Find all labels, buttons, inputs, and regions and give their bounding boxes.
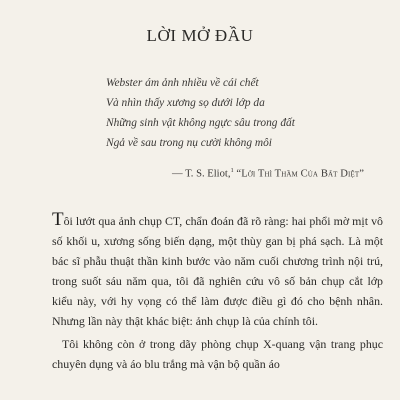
paragraph-1: [52, 210, 383, 331]
chapter-title: LỜI MỞ ĐẦU: [146, 26, 254, 45]
epigraph: [106, 73, 376, 153]
attribution-author: — T. S. Eliot,: [172, 168, 231, 180]
attribution-work: “Lời Thì Thầm Của Bất Diệt”: [236, 168, 364, 180]
paragraph-1-text: ôi lướt qua ảnh chụp CT, chẩn đoán đã rõ ràng: hai phổi mờ mịt vô số khối u, xương sống biến dạng, một thùy gan bị phá sạch. Là một bác sĩ phẫu thuật thần kinh bước vào năm cuối chương trình nội trú, trong suốt sáu năm qua, tôi đã nghiên cứu vô số bản chụp cắt lớp kiểu này, với hy vọng có thể làm được điều gì đó cho bệnh nhân. Nhưng lần này thật khác biệt: ảnh chụp là của chính tôi.: [52, 214, 383, 328]
epigraph-line: Webster ám ảnh nhiều về cái chết: [106, 77, 259, 89]
body-text: [52, 210, 383, 374]
drop-cap: T: [52, 209, 64, 230]
epigraph-line: Những sinh vật không ngực sâu trong đất: [106, 117, 295, 129]
footnote-marker: 1: [230, 167, 234, 174]
paragraph-2: Tôi không còn ở trong dãy phòng chụp X-quang vận trang phục chuyên dụng và áo blu trắng mà vận bộ quần áo: [52, 337, 383, 371]
epigraph-attribution: [172, 167, 364, 180]
epigraph-line: Và nhìn thấy xương sọ dưới lớp da: [106, 97, 265, 109]
epigraph-line: Ngả về sau trong nụ cười không môi: [106, 137, 272, 149]
